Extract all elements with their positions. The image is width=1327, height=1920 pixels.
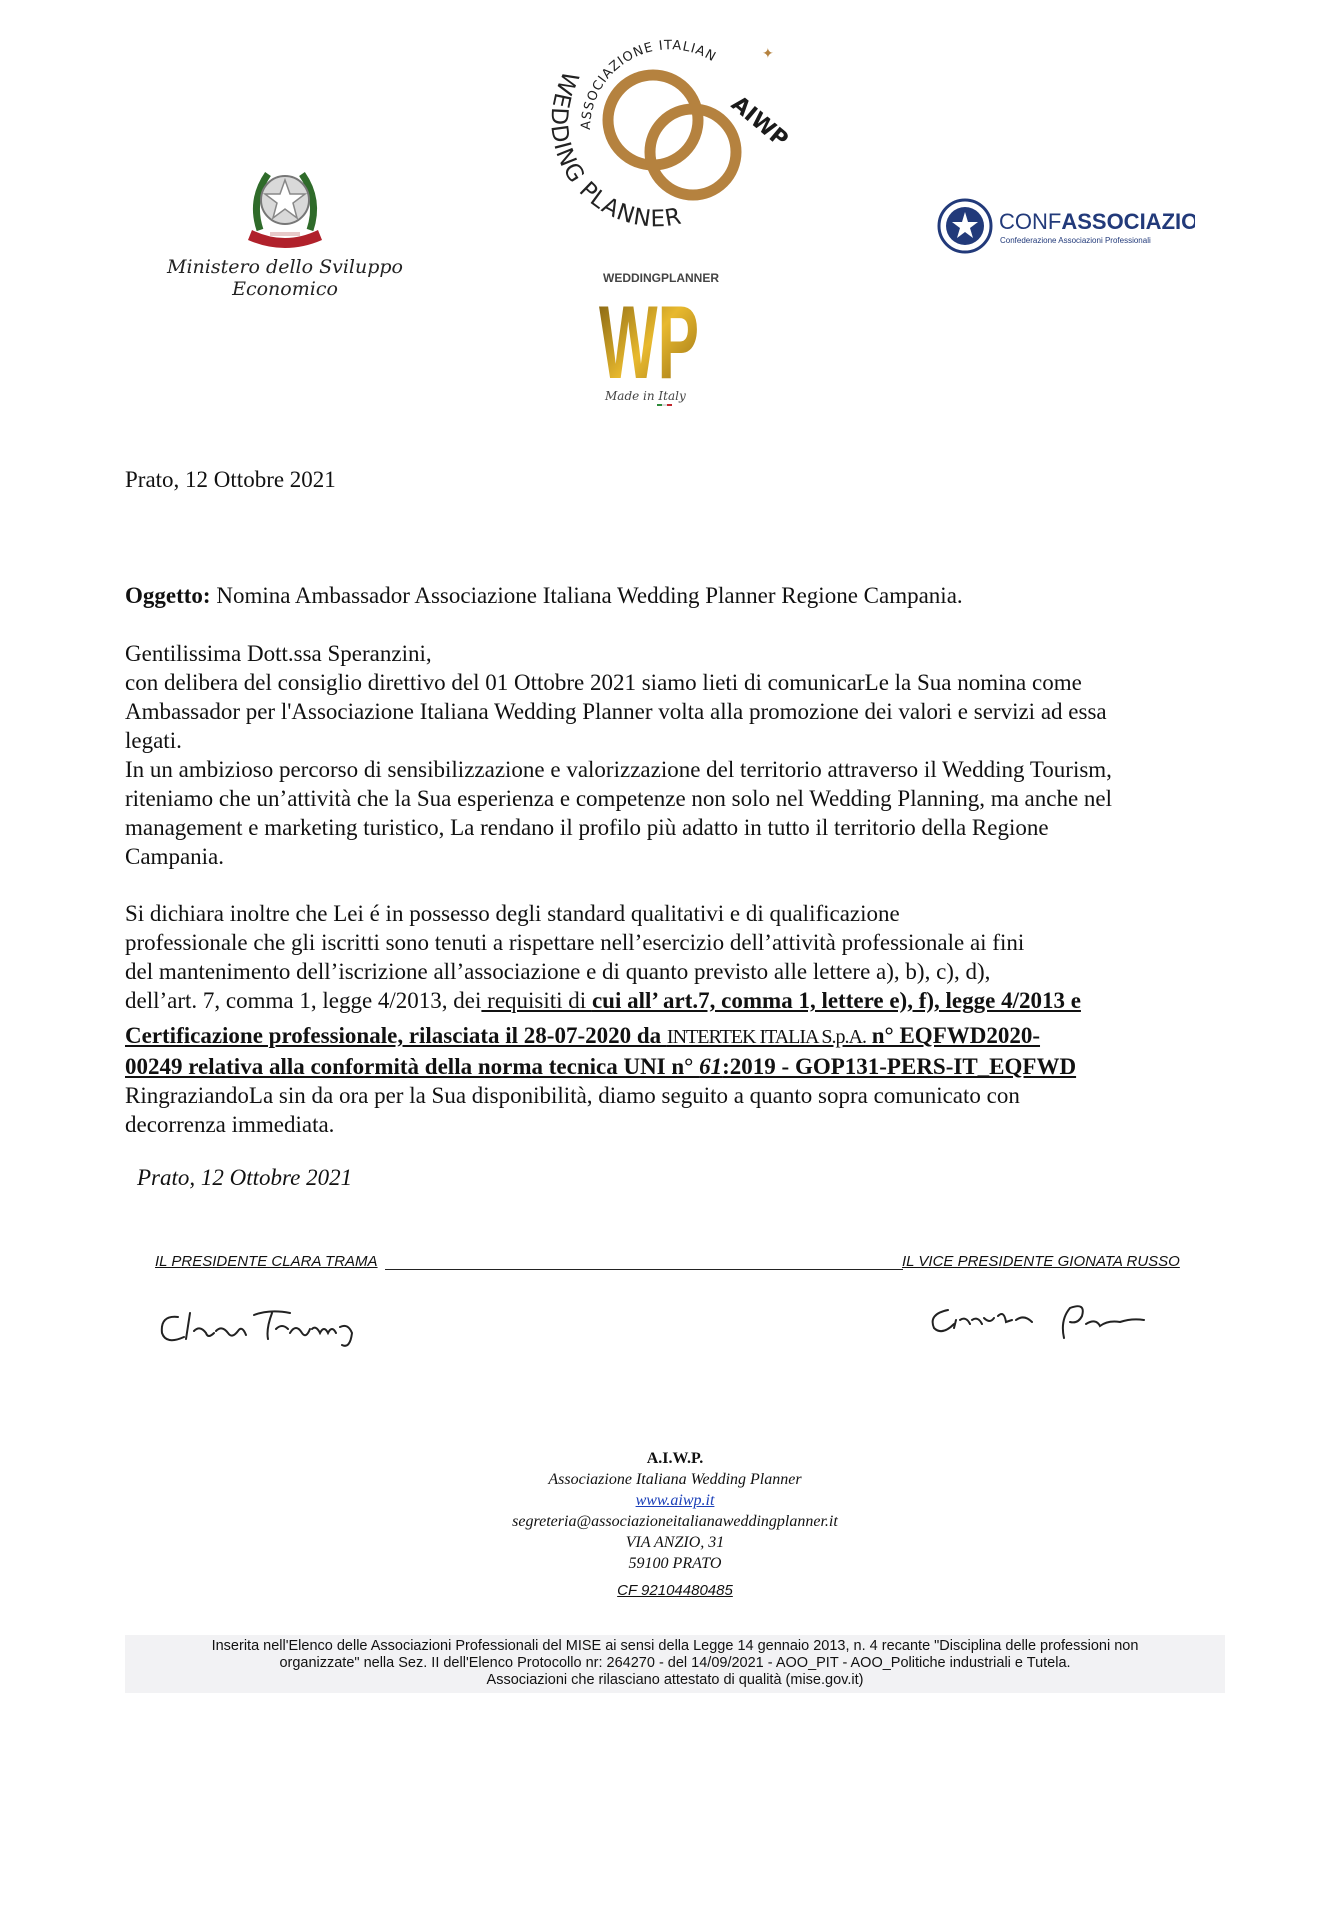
letter-paragraph-2 — [125, 899, 1235, 1139]
wedding-rings-icon — [608, 75, 736, 195]
line-part: Certificazione professionale, rilasciata il 28-07-2020 da — [125, 1023, 667, 1048]
mise-registration-note — [125, 1635, 1225, 1693]
wp-mark: WP — [599, 285, 699, 401]
vice-president-title: IL VICE PRESIDENTE GIONATA RUSSO — [902, 1253, 1180, 1270]
paragraph-line: riteniamo che un’attività che la Sua esperienza e competenze non solo nel Wedding Planning, ma anche nel — [125, 786, 1113, 811]
line-part: dell’art. 7, comma 1, legge 4/2013, dei — [125, 988, 482, 1013]
requirements-text: requisiti di — [481, 988, 592, 1013]
website-link[interactable]: www.aiwp.it — [635, 1492, 715, 1509]
tax-code: CF 92104480485 — [617, 1582, 733, 1599]
certification-line — [125, 1021, 1235, 1052]
paragraph-line: con delibera del consiglio direttivo del 01 Ottobre 2021 siamo lieti di comunicarLe la Sua nomina come — [125, 670, 1082, 695]
certification-line — [125, 1052, 1235, 1081]
letter-paragraph-1 — [125, 639, 1235, 871]
president-title: IL PRESIDENTE CLARA TRAMA — [155, 1253, 378, 1270]
paragraph-line: Ambassador per l'Associazione Italiana Wedding Planner volta alla promozione dei valori e servizi ad essa — [125, 699, 1107, 724]
confa-bold-text: ASSOCIAZIO — [1061, 209, 1195, 234]
paragraph-line: RingraziandoLa sin da ora per la Sua disponibilità, diamo seguito a quanto sopra comunicato con — [125, 1083, 1020, 1108]
association-address — [400, 1448, 950, 1601]
org-full-name: Associazione Italiana Wedding Planner — [548, 1471, 802, 1488]
paragraph-line: professionale che gli iscritti sono tenuti a rispettare nell’esercizio dell’attività professionale ai fini — [125, 930, 1025, 955]
confassociazioni-logo — [935, 196, 1195, 258]
paragraph-line — [125, 986, 1235, 1017]
email-address: segreteria@associazioneitalianaweddingplanner.it — [512, 1513, 838, 1530]
closing-date: Prato, 12 Ottobre 2021 — [137, 1165, 353, 1190]
handwritten-signature-icon — [920, 1290, 1160, 1350]
note-line: Inserita nell'Elenco delle Associazioni Professionali del MISE ai sensi della Legge 14 gennaio 2013, n. 4 recante "Disciplina delle professioni non — [211, 1638, 1139, 1654]
street-address: VIA ANZIO, 31 — [625, 1534, 725, 1551]
confassociazioni-emblem-icon — [939, 200, 991, 252]
norm-number: 61 — [699, 1054, 723, 1079]
paragraph-line: del mantenimento dell’iscrizione all’associazione e di quanto previsto alle lettere a), b), c), d), — [125, 959, 991, 984]
aiwp-arc-top-text: ASSOCIAZIONE ITALIAN — [578, 38, 719, 131]
certifier-name: INTERTEK ITALIA S.p.A. — [666, 1026, 866, 1048]
wp-top-text: WEDDINGPLANNER — [603, 271, 719, 285]
city-address: 59100 PRATO — [628, 1555, 722, 1572]
signature-divider — [385, 1269, 903, 1270]
sparkle-icon: ✦ — [762, 47, 774, 62]
certificate-number: n° EQFWD2020- — [865, 1023, 1041, 1048]
wp-bottom-text: Made in Italy — [605, 389, 686, 403]
paragraph-line: legati. — [125, 728, 182, 753]
paragraph-line: Campania. — [125, 844, 224, 869]
aiwp-arc-bottom-text: WEDDING PLANNER — [545, 67, 685, 233]
article-reference: cui all’ art.7, comma 1, lettere e), f), legge 4/2013 e — [591, 988, 1081, 1013]
org-acronym: A.I.W.P. — [646, 1450, 704, 1467]
paragraph-line: Si dichiara inoltre che Lei é in possesso degli standard qualitativi e di qualificazione — [125, 901, 900, 926]
paragraph-line: In un ambizioso percorso di sensibilizzazione e valorizzazione del territorio attraverso il Wedding Tourism, — [125, 757, 1112, 782]
aiwp-mark: AIWP — [726, 91, 793, 153]
subject-text: Nomina Ambassador Associazione Italiana Wedding Planner Regione Campania. — [210, 583, 963, 608]
letter-date: Prato, 12 Ottobre 2021 — [125, 467, 336, 492]
aiwp-logo — [540, 20, 800, 235]
subject-label: Oggetto: — [125, 583, 211, 608]
letter-subject — [125, 581, 963, 610]
president-signature — [150, 1295, 380, 1355]
line-part: 00249 relativa alla conformità della norma tecnica UNI n° — [125, 1054, 700, 1079]
note-line: Associazioni che rilasciano attestato di qualità (mise.gov.it) — [486, 1672, 864, 1688]
salutation: Gentilissima Dott.ssa Speranzini, — [125, 641, 432, 666]
paragraph-line: decorrenza immediata. — [125, 1112, 335, 1137]
vice-president-signature — [920, 1290, 1160, 1350]
svg-text:CONFASSOCIAZIONI — [999, 209, 1195, 234]
norm-code: :2019 - GOP131-PERS-IT_EQFWD — [722, 1054, 1077, 1079]
note-line: organizzate" nella Sez. II dell'Elenco Protocollo nr: 264270 - del 14/09/2021 - AOO_PIT - AOO_Politiche industriali e Tutela. — [279, 1655, 1071, 1671]
handwritten-signature-icon — [150, 1295, 380, 1355]
confa-light-text: CONF — [999, 209, 1062, 234]
wp-made-in-italy-logo — [595, 266, 725, 416]
ministry-caption: Ministero dello Sviluppo Economico — [167, 256, 403, 300]
paragraph-line: management e marketing turistico, La rendano il profilo più adatto in tutto il territorio della Regione — [125, 815, 1049, 840]
italian-emblem-icon — [140, 160, 430, 260]
confa-subtitle: Confederazione Associazioni Professionali — [1000, 236, 1151, 245]
